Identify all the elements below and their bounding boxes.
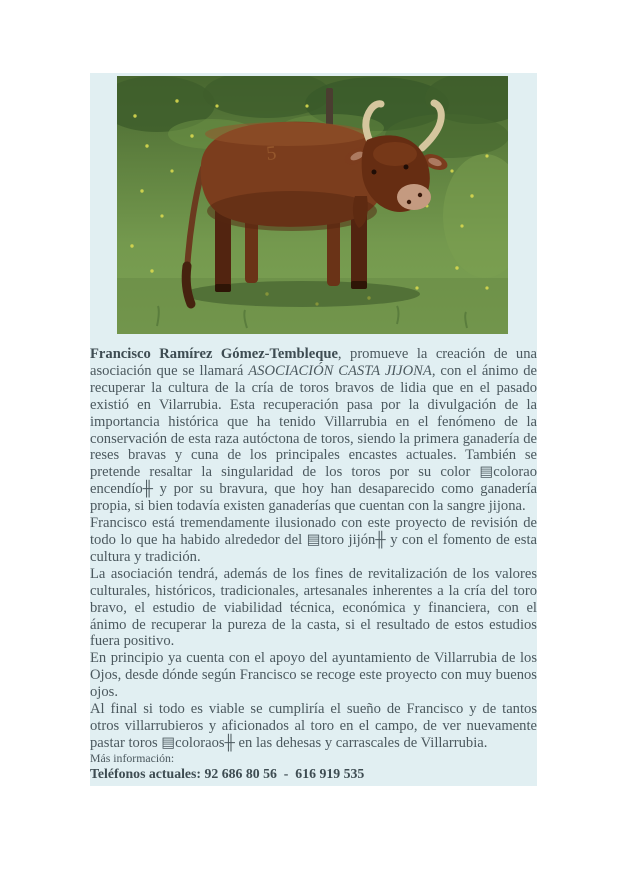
bull-belly-shade	[207, 191, 377, 231]
association-name: ASOCIACIÓN CASTA JIJONA	[248, 362, 432, 379]
bull-eye	[404, 165, 409, 170]
phones-label: Teléfonos actuales:	[90, 766, 202, 782]
content-block	[90, 73, 537, 786]
article-body	[90, 346, 537, 782]
paragraph-5: Al final si todo es viable se cumpliría el sueño de Francisco y de tantos otros villarrubieros y aficionados al toro en el campo, de ver nuevamente pastar toros ▤coloraos╫ en las dehesas y carrascales de Villarrubia.	[90, 701, 537, 751]
brand-number: 5	[265, 142, 278, 165]
bull-nostril	[407, 200, 411, 204]
paragraph-4: En principio ya cuenta con el apoyo del ayuntamiento de Villarrubia de los Ojos, desde dónde según Francisco se recoge este proyecto con muy buenos ojos.	[90, 650, 537, 701]
bull-hoof	[351, 281, 367, 289]
bull-photo	[90, 73, 537, 334]
paragraph-1	[90, 346, 537, 515]
more-info-label: Más información:	[90, 750, 175, 765]
phone-numbers-line	[90, 765, 537, 782]
paragraph-2: Francisco está tremendamente ilusionado con este proyecto de revisión de todo lo que ha habido alrededor del ▤toro jijón╫ y con el fomento de esta cultura y tradición.	[90, 515, 537, 565]
phones-value: 92 686 80 56 - 616 919 535	[204, 766, 365, 782]
paragraph-1-text: , promueve la creación de una asociación que se llamará	[90, 346, 537, 379]
bull-illustration	[117, 76, 508, 334]
bull-forehead	[373, 142, 417, 166]
paragraph-1-rest: , con el ánimo de recuperar la cultura de la cría de toros bravos de lidia que en el pasado existió en Vilarrubia. Esta recuperación pasa por la divulgación de la importancia histórica que ha tenido Villarrubia en el fenómeno de la conservación de esta raza autóctona de toros, siendo la primera ganadería de reses bravas y cuna de los principales encastes actuales. También se pretende resaltar la singularidad de los toros por su color ▤colorao encendío╫ y por su bravura, que hoy han desaparecido como ganadería propia, si bien todavía existen ganaderías que cuentan con la sangre jijona.	[90, 362, 537, 515]
bull-eye	[372, 170, 377, 175]
bull-tail-tuft	[186, 266, 191, 304]
bull-hoof	[215, 284, 231, 292]
paragraph-3: La asociación tendrá, además de los fines de revitalización de los valores culturales, históricos, tradicionales, artesanales inherentes a la cría del toro bravo, el estudio de viabilidad técnica, económica y financiera, con el ánimo de recuperar la pureza de la casta, si el resultado de estos estudios fuera positivo.	[90, 565, 537, 650]
bull-nostril	[418, 193, 422, 197]
author-name: Francisco Ramírez Gómez-Tembleque	[90, 346, 338, 362]
bull-back-highlight	[205, 122, 369, 146]
bull-muzzle	[397, 184, 431, 210]
